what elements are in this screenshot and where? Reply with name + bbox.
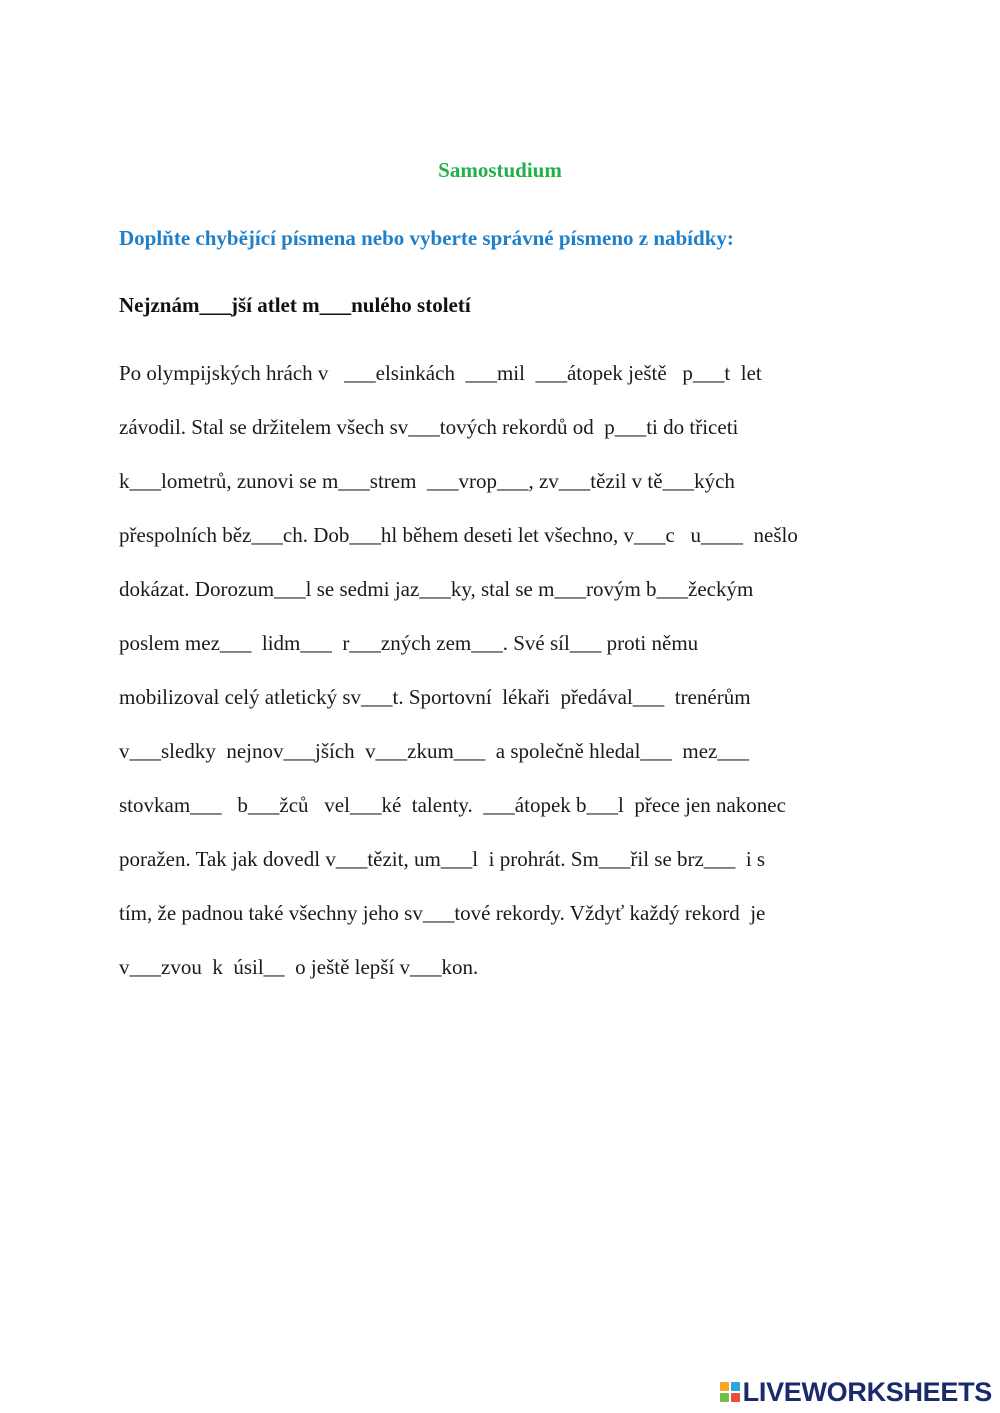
text-line: v___zvou k úsil__ o ještě lepší v___kon. [119,955,479,979]
instructions-text: Doplňte chybějící písmena nebo vyberte správné písmeno z nabídky: [119,226,734,250]
text-line: poslem mez___ lidm___ r___zných zem___. Své síl___ proti němu [119,631,699,655]
text-line: dokázat. Dorozum___l se sedmi jaz___ky, stal se m___rovým b___žeckým [119,577,754,601]
liveworksheets-logo-icon [720,1382,740,1402]
logo-square [731,1393,740,1402]
text-line: mobilizoval celý atletický sv___t. Sportovní lékaři předával___ trenérům [119,685,751,709]
text-line: k___lometrů, zunovi se m___strem ___vrop___, zv___tězil v tě___kých [119,469,735,493]
text-line: Po olympijských hrách v ___elsinkách ___mil ___átopek ještě p___t let [119,361,762,385]
text-line: v___sledky nejnov___jších v___zkum___ a společně hledal___ mez___ [119,739,749,763]
worksheet-heading: Samostudium [438,158,562,182]
logo-square [731,1382,740,1391]
text-line: stovkam___ b___žců vel___ké talenty. ___átopek b___l přece jen nakonec [119,793,786,817]
text-line: závodil. Stal se držitelem všech sv___tových rekordů od p___ti do třiceti [119,415,739,439]
logo-square [720,1382,729,1391]
liveworksheets-logo [720,1377,992,1407]
logo-text: LIVEWORKSHEETS [742,1376,992,1407]
logo-square [720,1393,729,1402]
article-title: Nejznám___jší atlet m___nulého století [119,293,471,317]
text-line: přespolních běz___ch. Dob___hl během deseti let všechno, v___c u____ nešlo [119,523,798,547]
exercise-text [119,359,919,1007]
text-line: poražen. Tak jak dovedl v___tězit, um___l i prohrát. Sm___řil se brz___ i s [119,847,766,871]
text-line: tím, že padnou také všechny jeho sv___tové rekordy. Vždyť každý rekord je [119,901,766,925]
